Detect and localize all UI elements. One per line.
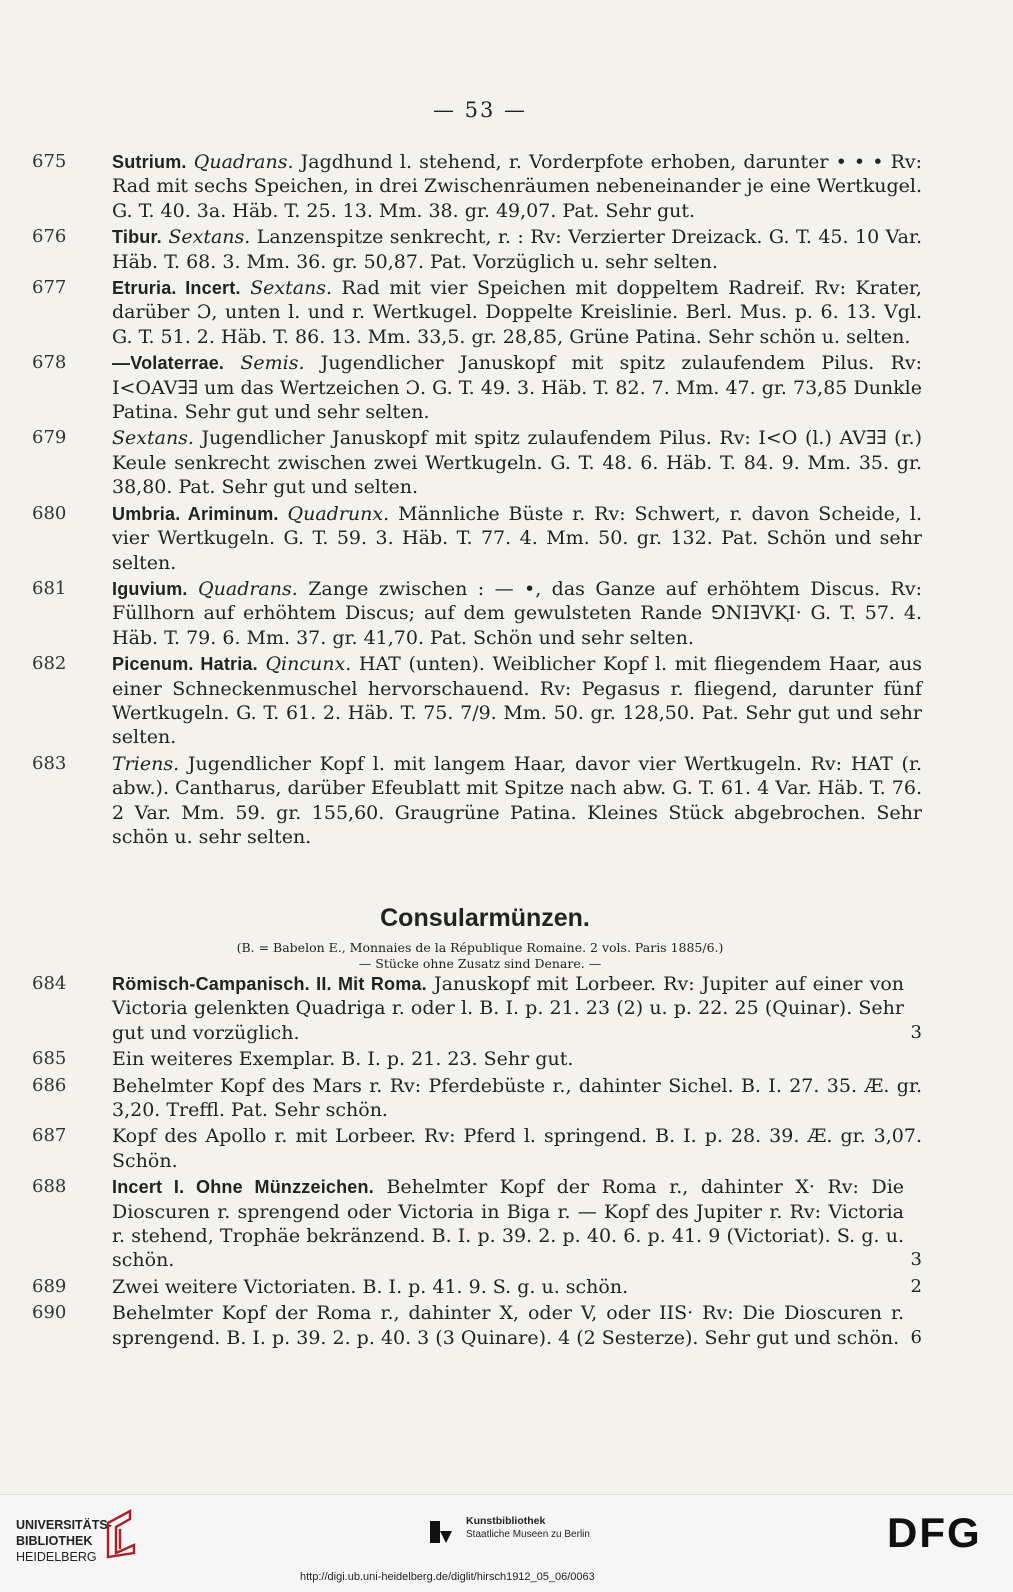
entry-denomination: Triens. — [112, 752, 180, 775]
entry-price: 6 — [910, 1326, 922, 1348]
section-title: Consularmünzen. — [380, 904, 590, 932]
entry-number: 680 — [32, 502, 67, 524]
entry-place: Iguvium. — [112, 578, 188, 599]
entry-number: 684 — [32, 973, 67, 994]
entry-text: Behelmter Kopf des Mars r. Rv: Pferdebüste r., dahinter Sichel. B. I. 27. 35. Æ. gr. 3,20. Treffl. Pat. Sehr schön. — [112, 1074, 922, 1122]
entry-number: 687 — [32, 1125, 67, 1147]
entry-denomination: Quadrans. — [198, 577, 298, 600]
entry-number: 689 — [32, 1275, 67, 1297]
entry-text: Zange zwischen : — •, das Ganze auf erhöhtem Discus. Rv: Füllhorn auf erhöhtem Discus; auf dem gewulsteten Rande ⅁NI∃VⱩI· G. T. 57. 4. Häb. T. 79. 6. Mm. 37. gr. 41,70. Pat. Schön und sehr selten. — [112, 577, 922, 649]
entry-place: Tibur. — [112, 227, 162, 248]
entry-text: Kopf des Apollo r. mit Lorbeer. Rv: Pferd l. springend. B. I. p. 28. 39. Æ. gr. 3,07. Schön. — [112, 1125, 922, 1172]
entry-text: Zwei weitere Victoriaten. B. I. p. 41. 9. S. g. u. schön. — [112, 1275, 629, 1298]
entry-676 — [32, 225, 922, 274]
kunstbibliothek-label[interactable] — [466, 1515, 590, 1541]
entry-number: 683 — [32, 752, 67, 774]
permalink-url[interactable]: http://digi.ub.uni-heidelberg.de/diglit/hirsch1912_05_06/0063 — [300, 1571, 595, 1583]
entry-place: Sutrium. — [112, 152, 187, 172]
entry-price: 3 — [910, 1021, 922, 1043]
entry-688 — [32, 1175, 922, 1273]
entry-679 — [32, 426, 922, 499]
entry-681 — [32, 577, 922, 650]
entry-number: 688 — [32, 1176, 67, 1198]
entry-number: 677 — [32, 277, 67, 299]
entry-denomination: Sextans. — [168, 226, 251, 249]
page-number: — 53 — — [432, 98, 528, 122]
entry-denomination: Quadrunx. — [287, 502, 390, 525]
catalogue-entries — [32, 150, 922, 851]
entry-685 — [32, 1047, 922, 1071]
entry-number: 690 — [32, 1302, 67, 1324]
entry-place: Römisch-Campanisch. II. Mit Roma. — [112, 974, 427, 994]
kb-name: Kunstbibliothek — [466, 1515, 546, 1527]
entry-place: Incert I. Ohne Münzzeichen. — [112, 1177, 374, 1198]
digitization-footer — [0, 1494, 1013, 1592]
logo-line: BIBLIOTHEK — [16, 1534, 93, 1548]
entry-690 — [32, 1301, 922, 1350]
entry-684 — [32, 972, 922, 1045]
entry-687 — [32, 1124, 922, 1173]
entry-text: Männliche Büste r. Rv: Schwert, r. davon Scheide, l. vier Wertkugeln. G. T. 59. 3. Häb. T. 77. 4. Mm. 50. gr. 132. Pat. Schön und sehr selten. — [112, 502, 922, 574]
entry-682 — [32, 652, 922, 750]
entry-place: Picenum. Hatria. — [112, 654, 258, 675]
entry-678 — [32, 351, 922, 424]
entry-number: 681 — [32, 577, 67, 599]
entry-denomination: Semis. — [240, 352, 305, 375]
entry-number: 685 — [32, 1048, 67, 1070]
entry-text: HAT (unten). Weiblicher Kopf l. mit fliegendem Haar, aus einer Schneckenmuschel hervorschauend. Rv: Pegasus r. fliegend, darunter fünf Wertkugeln. G. T. 61. 2. Häb. T. 75. 7/9. Mm. 50. gr. 128,50. Pat. Sehr gut und sehr selten. — [112, 653, 922, 749]
entry-denomination: Qincunx. — [265, 653, 352, 676]
section-note — [0, 940, 960, 972]
entry-text: Jugendlicher Januskopf mit spitz zulaufendem Pilus. Rv: I<OAV∃∃ um das Wertzeichen Ɔ. G. T. 49. 3. Häb. T. 82. 7. Mm. 47. gr. 73,85 Dunkle Patina. Sehr gut und sehr selten. — [112, 352, 923, 424]
dfg-logo[interactable]: DFG — [887, 1509, 982, 1556]
section-note-line: (B. = Babelon E., Monnaies de la République Romaine. 2 vols. Paris 1885/6.) — [236, 940, 724, 955]
entry-text: Jugendlicher Januskopf mit spitz zulaufendem Pilus. Rv: I<O (l.) AV∃∃ (r.) Keule senkrecht zwischen zwei Wertkugeln. G. T. 48. 6. Häb. T. 84. 9. Mm. 35. gr. 38,80. Pat. Sehr gut und selten. — [112, 427, 922, 499]
entry-number: 686 — [32, 1074, 67, 1096]
section-note-line: — Stücke ohne Zusatz sind Denare. — — [358, 956, 602, 971]
entry-text: Behelmter Kopf der Roma r., dahinter X, oder V, oder IIS· Rv: Die Dioscuren r. sprengend. B. I. p. 39. 2. p. 40. 3 (3 Quinare). 4 (2 Sesterze). Sehr gut und schön. — [112, 1302, 904, 1349]
entry-text: Jugendlicher Kopf l. mit langem Haar, davor vier Wertkugeln. Rv: HAT (r. abw.). Cantharus, darüber Efeublatt mit Spitze nach abw. G. T. 61. 4 Var. Häb. T. 76. 2 Var. Mm. 59. gr. 155,60. Graugrüne Patina. Kleines Stück abgebrochen. Sehr schön u. sehr selten. — [112, 752, 922, 848]
entry-text: Rad mit vier Speichen mit doppeltem Radreif. Rv: Krater, darüber Ɔ, unten l. und r. Wertkugel. Doppelte Kreislinie. Berl. Mus. p. 6. 13. Vgl. G. T. 51. 2. Häb. T. 86. 13. Mm. 33,5. gr. 28,85, Grüne Patina. Sehr schön u. selten. — [112, 277, 922, 348]
entry-text: Ein weiteres Exemplar. B. I. p. 21. 23. Sehr gut. — [112, 1048, 574, 1071]
logo-line: HEIDELBERG — [16, 1550, 97, 1564]
entry-denomination: Sextans. — [250, 277, 333, 300]
entry-number: 675 — [32, 151, 67, 172]
entry-place: Etruria. Incert. — [112, 278, 241, 299]
entry-675 — [32, 150, 922, 223]
entry-place: —Volaterrae. — [112, 353, 225, 374]
university-mark-icon — [100, 1505, 142, 1565]
entry-text: Behelmter Kopf der Roma r., dahinter X· Rv: Die Dioscuren r. sprengend oder Victoria in Biga r. — Kopf des Jupiter r. Rv: Victoria r. stehend, Trophäe bekränzend. B. I. p. 39. 2. p. 40. 6. p. 41. 9 (Victoriat). S. g. u. schön. — [112, 1176, 905, 1272]
entry-text: Jagdhund l. stehend, r. Vorderpfote erhoben, darunter • • • Rv: Rad mit sechs Speichen, in drei Zwischenräumen nebeneinander je eine Wertkugel. G. T. 40. 3a. Häb. T. 25. 13. Mm. 38. gr. 49,07. Pat. Sehr gut. — [112, 151, 923, 222]
entry-price: 3 — [910, 1249, 922, 1271]
entry-689 — [32, 1275, 922, 1299]
entry-number: 676 — [32, 226, 67, 248]
entry-677 — [32, 276, 922, 349]
kb-subtitle: Staatliche Museen zu Berlin — [466, 1529, 590, 1540]
entry-price: 2 — [910, 1275, 922, 1297]
entry-686 — [32, 1074, 922, 1123]
entry-number: 682 — [32, 653, 67, 675]
entry-680 — [32, 502, 922, 575]
kunstbibliothek-logo-icon — [426, 1513, 456, 1553]
university-library-logo[interactable] — [16, 1517, 112, 1565]
entry-text: Januskopf mit Lorbeer. Rv: Jupiter auf einer von Victoria gelenkten Quadriga r. oder l. B. I. p. 21. 23 (2) u. p. 22. 25 (Quinar). Sehr gut und vorzüglich. — [112, 973, 905, 1044]
entry-place: Umbria. Ariminum. — [112, 503, 279, 524]
entry-text: Lanzenspitze senkrecht, r. : Rv: Verzierter Dreizack. G. T. 45. 10 Var. Häb. T. 68. 3. Mm. 36. gr. 50,87. Pat. Vorzüglich u. sehr selten. — [112, 226, 922, 273]
entry-denomination: Quadrans. — [193, 151, 294, 173]
entry-number: 679 — [32, 427, 67, 449]
entry-number: 678 — [32, 352, 67, 374]
logo-line: UNIVERSITÄTS- — [16, 1518, 112, 1532]
entry-denomination: Sextans. — [112, 427, 194, 450]
entry-683 — [32, 752, 922, 850]
consular-entries — [32, 972, 922, 1352]
